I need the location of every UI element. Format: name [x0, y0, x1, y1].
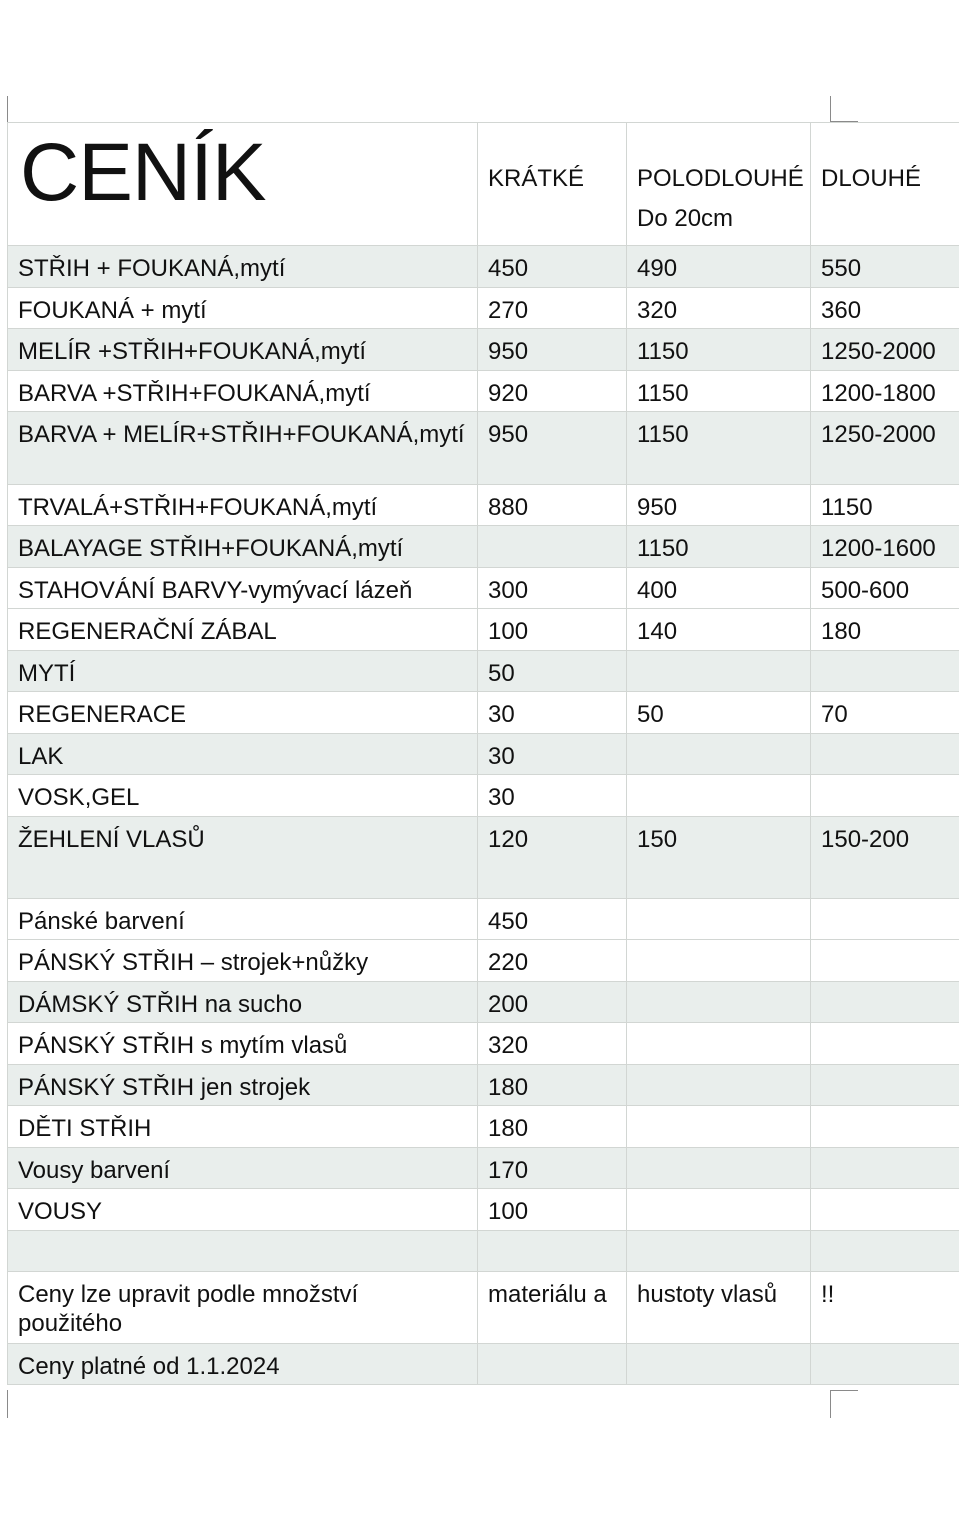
price-medium: 400	[627, 568, 811, 609]
price-long: 360	[811, 288, 959, 329]
price-medium	[627, 1231, 811, 1272]
price-short	[478, 526, 627, 568]
price-short: 920	[478, 371, 627, 412]
table-row	[8, 329, 959, 371]
service-name: ŽEHLENÍ VLASŮ	[8, 817, 478, 899]
price-long	[811, 1148, 959, 1189]
page-title: CENÍK	[8, 123, 478, 246]
service-name: TRVALÁ+STŘIH+FOUKANÁ,mytí	[8, 485, 478, 526]
table-row	[8, 1272, 959, 1344]
table-row	[8, 817, 959, 899]
price-long: 550	[811, 246, 959, 288]
service-name: BARVA +STŘIH+FOUKANÁ,mytí	[8, 371, 478, 412]
crop-mark-bottom-right-h	[830, 1390, 858, 1391]
service-name: BALAYAGE STŘIH+FOUKANÁ,mytí	[8, 526, 478, 568]
service-name: STAHOVÁNÍ BARVY-vymývací lázeň	[8, 568, 478, 609]
table-row	[8, 775, 959, 817]
table-row	[8, 288, 959, 329]
price-long: !!	[811, 1272, 959, 1344]
price-medium	[627, 940, 811, 982]
price-long	[811, 651, 959, 692]
price-medium	[627, 1148, 811, 1189]
price-medium: 140	[627, 609, 811, 651]
price-medium	[627, 1106, 811, 1148]
price-medium: 490	[627, 246, 811, 288]
column-header-medium-label: POLODLOUHÉ	[637, 165, 804, 192]
price-long	[811, 1344, 959, 1385]
service-name: PÁNSKÝ STŘIH s mytím vlasů	[8, 1023, 478, 1065]
price-list-table	[7, 122, 959, 1385]
column-header-medium	[627, 123, 811, 246]
column-header-long-label: DLOUHÉ	[821, 165, 922, 192]
price-short: 450	[478, 246, 627, 288]
header-row	[8, 123, 959, 246]
table-row	[8, 526, 959, 568]
price-medium: 1150	[627, 526, 811, 568]
price-medium	[627, 1065, 811, 1106]
service-name: MYTÍ	[8, 651, 478, 692]
table-row	[8, 1344, 959, 1385]
crop-mark-bottom-right-v	[830, 1390, 831, 1418]
crop-mark-bottom-left	[7, 1390, 8, 1418]
price-short: 180	[478, 1106, 627, 1148]
price-medium: 1150	[627, 371, 811, 412]
price-medium	[627, 1189, 811, 1231]
table-row	[8, 899, 959, 940]
price-medium: 1150	[627, 329, 811, 371]
price-short	[478, 1231, 627, 1272]
price-medium	[627, 1023, 811, 1065]
crop-mark-top-left	[7, 96, 8, 122]
table-row	[8, 609, 959, 651]
column-header-short-label: KRÁTKÉ	[488, 165, 585, 192]
price-short: 30	[478, 692, 627, 734]
price-short: 300	[478, 568, 627, 609]
service-name: VOSK,GEL	[8, 775, 478, 817]
price-short: 200	[478, 982, 627, 1023]
price-long	[811, 775, 959, 817]
service-name: FOUKANÁ + mytí	[8, 288, 478, 329]
price-short: 100	[478, 1189, 627, 1231]
price-long: 1150	[811, 485, 959, 526]
table-row	[8, 1231, 959, 1272]
price-medium: 50	[627, 692, 811, 734]
price-long	[811, 1189, 959, 1231]
service-name: LAK	[8, 734, 478, 775]
service-name: Ceny platné od 1.1.2024	[8, 1344, 478, 1385]
service-name: DĚTI STŘIH	[8, 1106, 478, 1148]
service-name: REGENERAČNÍ ZÁBAL	[8, 609, 478, 651]
price-long: 1200-1800	[811, 371, 959, 412]
service-name: PÁNSKÝ STŘIH – strojek+nůžky	[8, 940, 478, 982]
table-row	[8, 651, 959, 692]
price-medium: 150	[627, 817, 811, 899]
table-row	[8, 246, 959, 288]
price-medium: 1150	[627, 412, 811, 485]
service-name	[8, 1231, 478, 1272]
price-long: 1200-1600	[811, 526, 959, 568]
price-short: 170	[478, 1148, 627, 1189]
price-medium	[627, 982, 811, 1023]
table-row	[8, 940, 959, 982]
service-name: BARVA + MELÍR+STŘIH+FOUKANÁ,mytí	[8, 412, 478, 485]
price-long: 150-200	[811, 817, 959, 899]
table-row	[8, 692, 959, 734]
table-row	[8, 734, 959, 775]
price-short: 450	[478, 899, 627, 940]
price-medium: 320	[627, 288, 811, 329]
service-name: DÁMSKÝ STŘIH na sucho	[8, 982, 478, 1023]
service-name: MELÍR +STŘIH+FOUKANÁ,mytí	[8, 329, 478, 371]
table-row	[8, 1189, 959, 1231]
price-long: 180	[811, 609, 959, 651]
table-row	[8, 485, 959, 526]
column-header-short	[478, 123, 627, 246]
price-long	[811, 734, 959, 775]
price-short	[478, 1344, 627, 1385]
price-short: materiálu a	[478, 1272, 627, 1344]
price-short: 880	[478, 485, 627, 526]
price-long	[811, 1023, 959, 1065]
table-row	[8, 1148, 959, 1189]
price-medium	[627, 899, 811, 940]
price-medium	[627, 1344, 811, 1385]
price-medium	[627, 734, 811, 775]
price-long	[811, 899, 959, 940]
price-long: 1250-2000	[811, 329, 959, 371]
table-row	[8, 568, 959, 609]
price-short: 30	[478, 775, 627, 817]
column-header-long	[811, 123, 959, 246]
price-short: 950	[478, 329, 627, 371]
price-short: 320	[478, 1023, 627, 1065]
table-row	[8, 412, 959, 485]
price-long	[811, 1106, 959, 1148]
price-medium: 950	[627, 485, 811, 526]
service-name: Pánské barvení	[8, 899, 478, 940]
table-row	[8, 982, 959, 1023]
price-short: 50	[478, 651, 627, 692]
service-name: Ceny lze upravit podle množství použitého	[8, 1272, 478, 1344]
price-medium	[627, 651, 811, 692]
price-long: 500-600	[811, 568, 959, 609]
price-short: 950	[478, 412, 627, 485]
price-long	[811, 940, 959, 982]
price-short: 220	[478, 940, 627, 982]
table-row	[8, 1065, 959, 1106]
column-header-medium-sub: Do 20cm	[637, 205, 734, 232]
price-long	[811, 1065, 959, 1106]
price-long	[811, 1231, 959, 1272]
service-name: PÁNSKÝ STŘIH jen strojek	[8, 1065, 478, 1106]
table-row	[8, 1023, 959, 1065]
price-short: 100	[478, 609, 627, 651]
price-medium	[627, 775, 811, 817]
service-name: VOUSY	[8, 1189, 478, 1231]
price-short: 30	[478, 734, 627, 775]
service-name: Vousy barvení	[8, 1148, 478, 1189]
table-row	[8, 371, 959, 412]
price-short: 120	[478, 817, 627, 899]
service-name: REGENERACE	[8, 692, 478, 734]
price-long: 70	[811, 692, 959, 734]
price-long	[811, 982, 959, 1023]
price-medium: hustoty vlasů	[627, 1272, 811, 1344]
table-row	[8, 1106, 959, 1148]
price-short: 270	[478, 288, 627, 329]
crop-mark-top-right-v	[830, 96, 831, 122]
service-name: STŘIH + FOUKANÁ,mytí	[8, 246, 478, 288]
price-long: 1250-2000	[811, 412, 959, 485]
price-short: 180	[478, 1065, 627, 1106]
